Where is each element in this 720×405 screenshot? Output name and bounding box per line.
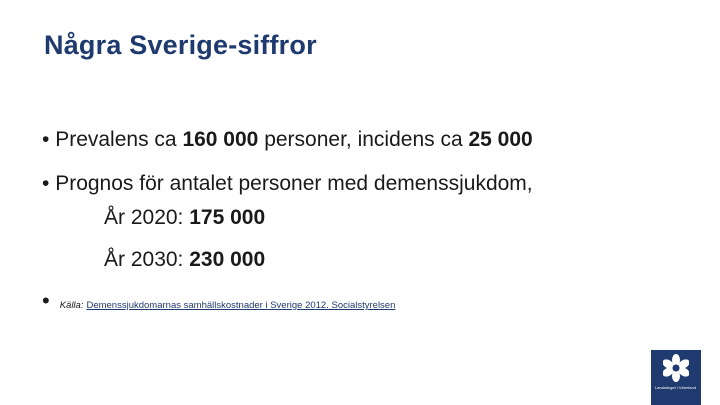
forecast-2030 (104, 248, 265, 272)
bullet-marker: • (42, 128, 50, 151)
forecast-2030-label: År 2030: (104, 248, 190, 271)
organization-logo (651, 350, 701, 405)
prevalence-value: 160 000 (182, 128, 259, 151)
source-label: Källa: (59, 300, 84, 311)
source-link[interactable]: Demenssjukdomarnas samhällskostnader i Sverige 2012. Socialstyrelsen (86, 300, 396, 311)
forecast-2020-label: År 2020: (104, 206, 190, 229)
bullet-source (42, 288, 395, 314)
bullet-forecast (42, 172, 533, 196)
prevalence-text: Prevalens ca (55, 128, 183, 151)
source-citation (60, 300, 396, 311)
incidence-text: personer, incidens ca (258, 128, 469, 151)
bullet-prevalence (42, 128, 533, 152)
slide-title: Några Sverige-siffror (44, 30, 317, 60)
bullet-marker: • (42, 172, 50, 195)
forecast-2020-value: 175 000 (189, 206, 266, 229)
forecast-2030-value: 230 000 (189, 248, 266, 271)
forecast-2020 (104, 206, 265, 230)
bullet-marker: • (42, 288, 50, 313)
flower-logo-icon (663, 354, 689, 382)
forecast-text: Prognos för antalet personer med demenssjukdom, (55, 172, 533, 195)
logo-text: Landstinget i Värmland (655, 385, 696, 390)
incidence-value: 25 000 (468, 128, 533, 151)
